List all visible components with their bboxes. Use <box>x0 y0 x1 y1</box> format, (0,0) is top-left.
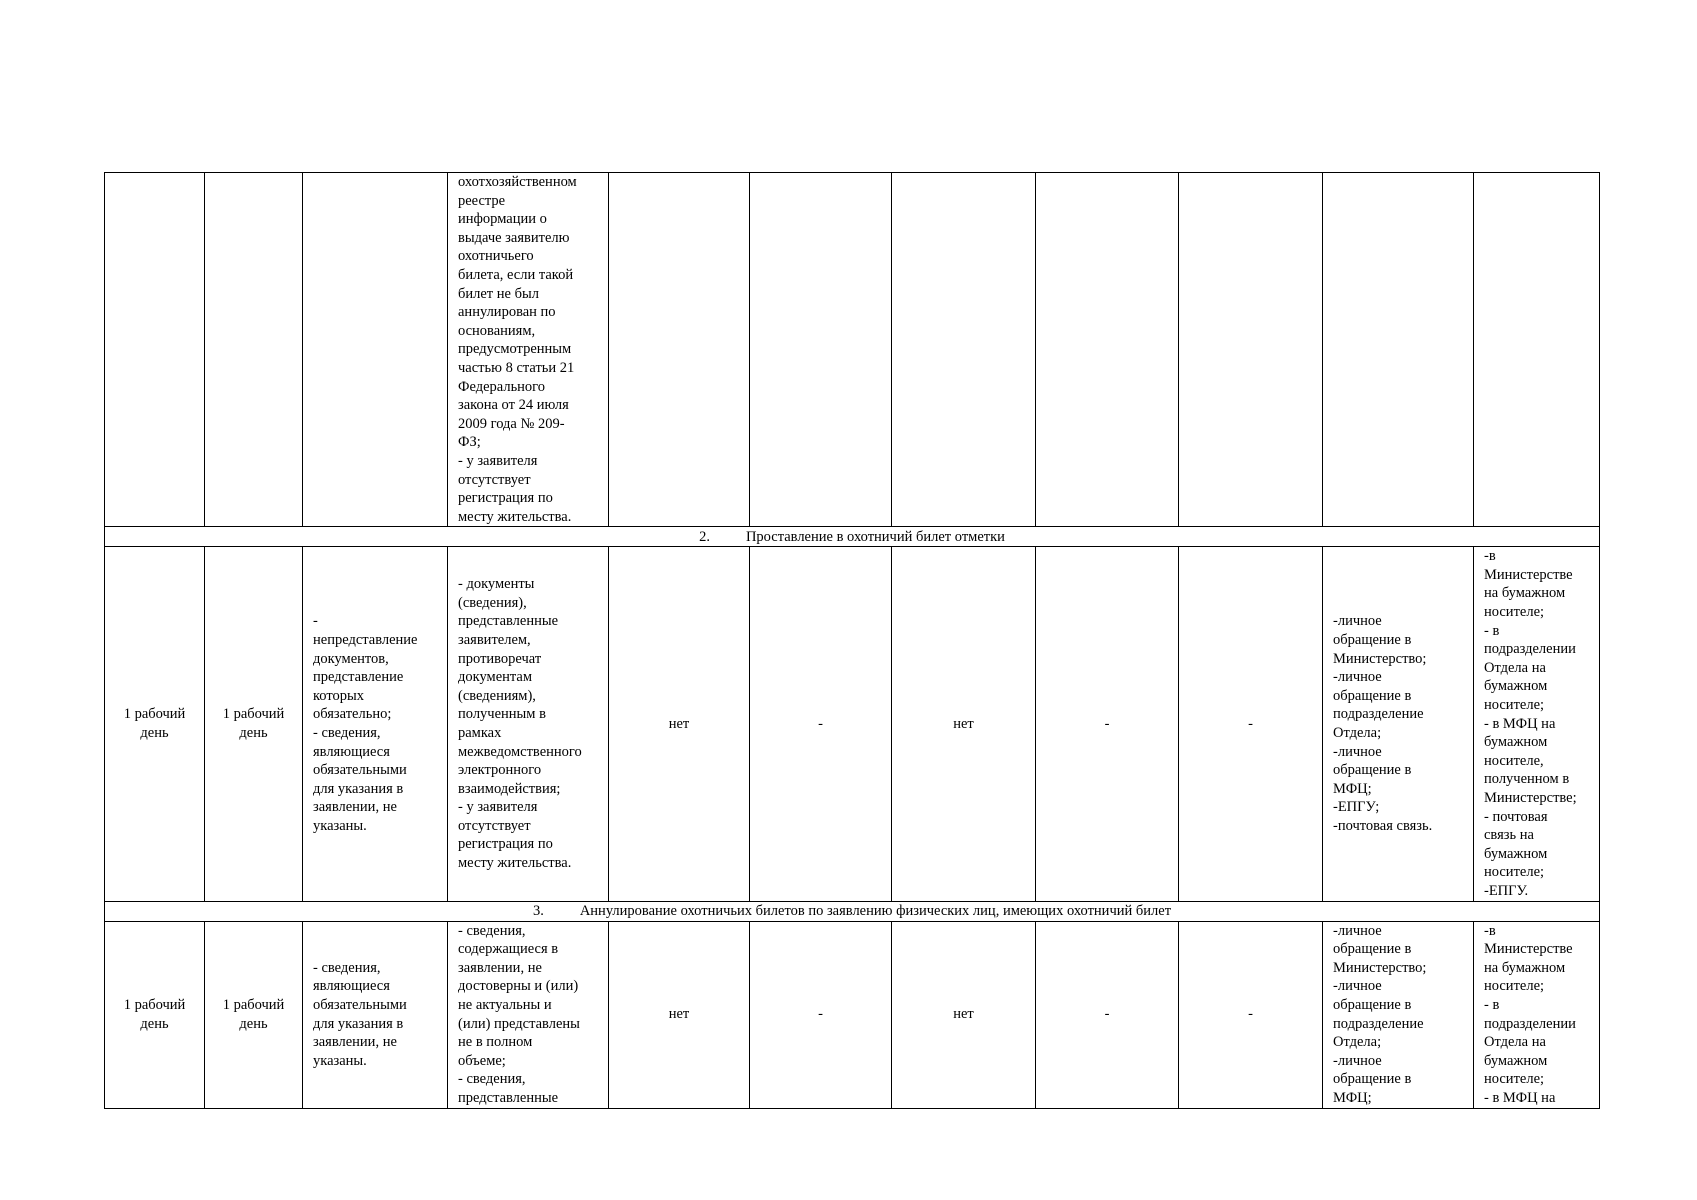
table-cell: нет <box>609 921 750 1108</box>
table-cell: 1 рабочий день <box>105 547 205 901</box>
table-cell: нет <box>892 547 1036 901</box>
table-cell <box>750 173 892 527</box>
table-cell: нет <box>892 921 1036 1108</box>
table-cell: - сведения, являющиеся обязательными для указания в заявлении, не указаны. <box>303 921 448 1108</box>
table-cell: - <box>1179 921 1323 1108</box>
section-title: Проставление в охотничий билет отметки <box>745 528 1005 545</box>
table-cell: -в Министерстве на бумажном носителе; - в подразделении Отдела на бумажном носителе; - в МФЦ на бумажном носителе, полученном в Министерстве; - почтовая связь на бумажном носителе; -ЕПГУ. <box>1474 547 1600 901</box>
section-heading-row <box>105 901 1600 921</box>
table-cell <box>892 173 1036 527</box>
table-cell: охотхозяйственном реестре информации о выдаче заявителю охотничьего билета, если такой билет не был аннулирован по основаниям, предусмотренным частью 8 статьи 21 Федерального закона от 24 июля 2009 года № 209- ФЗ; - у заявителя отсутствует регистрация по месту жительства. <box>448 173 609 527</box>
table-cell <box>1179 173 1323 527</box>
table-cell: -личное обращение в Министерство; -личное обращение в подразделение Отдела; -личное обращение в МФЦ; <box>1323 921 1474 1108</box>
table-cell: 1 рабочий день <box>105 921 205 1108</box>
table-row <box>105 921 1600 1108</box>
table-cell: - <box>750 547 892 901</box>
table-cell: - документы (сведения), представленные заявителем, противоречат документам (сведениям), полученным в рамках межведомственного электронного взаимодействия; - у заявителя отсутствует регистрация по месту жительства. <box>448 547 609 901</box>
table-cell: - <box>1036 547 1179 901</box>
section-number: 2. <box>699 528 710 545</box>
section-heading-row <box>105 527 1600 547</box>
table-cell <box>303 173 448 527</box>
table-cell: - сведения, содержащиеся в заявлении, не достоверны и (или) не актуальны и (или) представлены не в полном объеме; - сведения, представленные <box>448 921 609 1108</box>
table-cell <box>1474 173 1600 527</box>
section-heading <box>105 901 1600 921</box>
services-table <box>104 172 1600 1109</box>
table-cell <box>1036 173 1179 527</box>
section-title: Аннулирование охотничьих билетов по заявлению физических лиц, имеющих охотничий билет <box>579 903 1172 920</box>
section-number: 3. <box>532 903 544 920</box>
table-cell: - <box>750 921 892 1108</box>
table-cell: - <box>1179 547 1323 901</box>
table-cell <box>205 173 303 527</box>
table-cell: -в Министерстве на бумажном носителе; - в подразделении Отдела на бумажном носителе; - в МФЦ на <box>1474 921 1600 1108</box>
table-cell: - <box>1036 921 1179 1108</box>
table-row <box>105 173 1600 527</box>
table-cell: 1 рабочий день <box>205 547 303 901</box>
table-cell <box>1323 173 1474 527</box>
table-cell: -личное обращение в Министерство; -личное обращение в подразделение Отдела; -личное обращение в МФЦ; -ЕПГУ; -почтовая связь. <box>1323 547 1474 901</box>
table-cell: - непредставление документов, представление которых обязательно; - сведения, являющиеся обязательными для указания в заявлении, не указаны. <box>303 547 448 901</box>
table-cell: нет <box>609 547 750 901</box>
table-cell: 1 рабочий день <box>205 921 303 1108</box>
section-heading <box>105 527 1600 547</box>
table-row <box>105 547 1600 901</box>
table-cell <box>609 173 750 527</box>
table-cell <box>105 173 205 527</box>
